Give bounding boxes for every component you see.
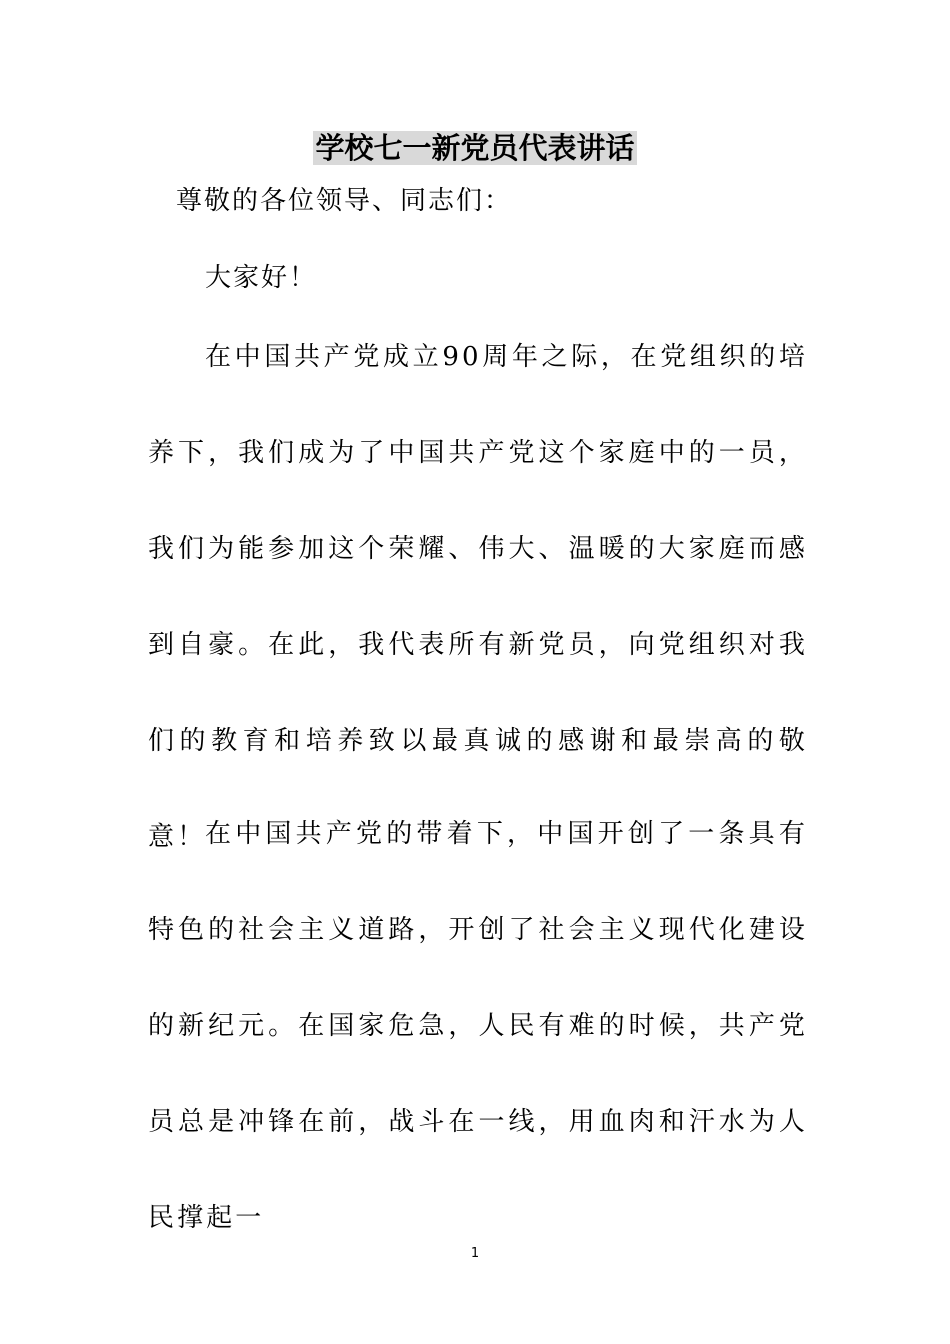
body-paragraph: 在中国共产党成立90周年之际，在党组织的培养下，我们成为了中国共产党这个家庭中的一员，我们为能参加这个荣耀、伟大、温暖的大家庭而感到自豪。在此，我代表所有新党员，向党组织对我们的教育和培养致以最真诚的感谢和最崇高的敬意！ [148, 342, 808, 852]
body-paragraph: 在中国共产党的带着下，中国开创了一条具有特色的社会主义道路，开创了社会主义现代化建设的新纪元。在国家危急，人民有难的时候，共产党员总是冲锋在前，战斗在一线，用血肉和汗水为人民撑起一 [148, 819, 808, 1233]
document-title [0, 128, 950, 168]
title-text: 学校七一新党员代表讲话 [315, 131, 635, 165]
salutation: 尊敬的各位领导、同志们： [176, 186, 513, 216]
greeting: 大家好！ [205, 263, 318, 293]
page-number: 1 [470, 1246, 480, 1261]
